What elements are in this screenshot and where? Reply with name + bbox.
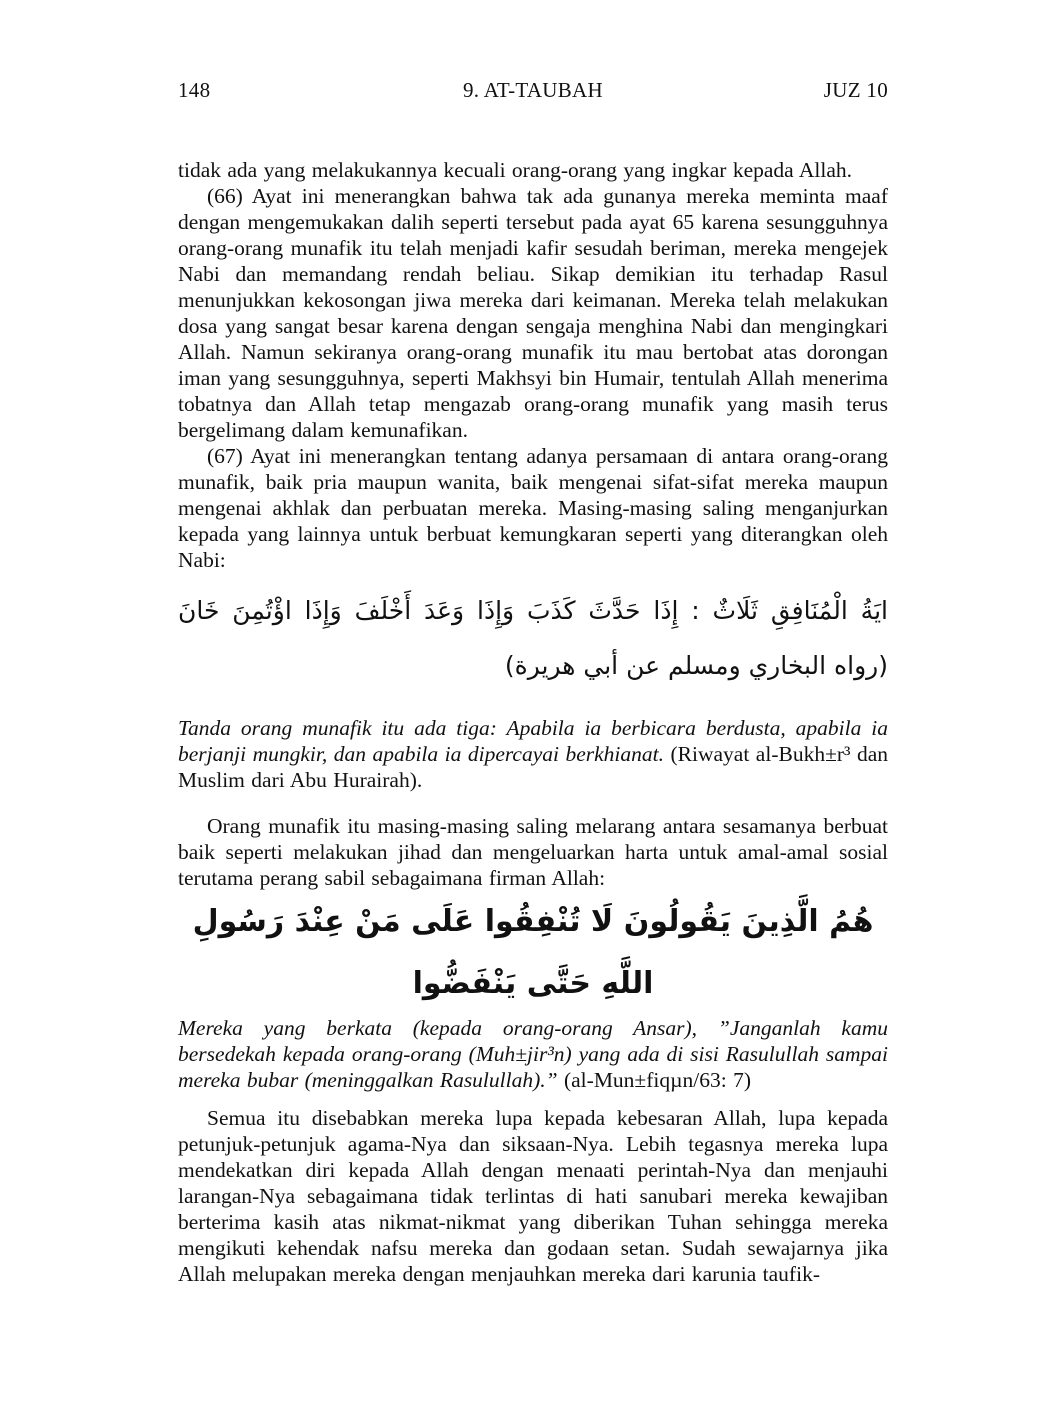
- paragraph-ayat-66: (66) Ayat ini menerangkan bahwa tak ada gunanya mereka meminta maaf dengan mengemukakan dalih seperti tersebut pada ayat 65 karena sesungguhnya orang-orang munafik itu telah menjadi kafir sesudah beriman, mereka mengejek Nabi dan memandang rendah beliau. Sikap demikian itu terhadap Rasul menunjukkan kekosongan jiwa mereka dari keimanan. Mereka telah melakukan dosa yang sangat besar karena dengan sengaja menghina Nabi dan mengingkari Allah. Namun sekiranya orang-orang munafik itu mau bertobat atas dorongan iman yang sesungguhnya, seperti Makhsyi bin Humair, tentulah Allah menerima tobatnya dan Allah tetap mengazab orang-orang munafik yang masih terus bergelimang dalam kemunafikan.: [178, 184, 888, 442]
- paragraph-orang-munafik: Orang munafik itu masing-masing saling melarang antara sesamanya berbuat baik seperti melakukan jihad dan mengeluarkan harta untuk amal-amal sosial terutama perang sabil sebagaimana firman Allah:: [178, 814, 888, 890]
- quran-verse-arabic: هُمُ الَّذِينَ يَقُولُونَ لَا تُنْفِقُوا عَلَى مَنْ عِنْدَ رَسُولِ اللَّهِ حَتَّى يَنْفَضُّوا: [192, 904, 874, 1001]
- page-number: 148: [178, 78, 211, 102]
- verse-source-reference: (al-Mun±fiqµn/63: 7): [563, 1068, 751, 1092]
- juz-label: JUZ 10: [823, 78, 888, 102]
- hadith-source-attribution: (Riwayat al-Bukh±r³ dan Muslim dari Abu Hurairah).: [178, 742, 888, 792]
- paragraph-continuation: tidak ada yang melakukannya kecuali orang-orang yang ingkar kepada Allah.: [178, 158, 853, 182]
- paragraph-semua-itu: Semua itu disebabkan mereka lupa kepada kebesaran Allah, lupa kepada petunjuk-petunjuk agama-Nya dan siksaan-Nya. Lebih tegasnya mereka lupa mendekatkan diri kepada Allah dengan menaati perintah-Nya dan menjauhi larangan-Nya sebagaimana tidak terlintas di hati sanubari mereka kewajiban berterima kasih atas nikmat-nikmat yang diberikan Tuhan sehingga mereka mengikuti kehendak nafsu mereka dan godaan setan. Sudah sewajarnya jika Allah melupakan mereka dengan menjauhkan mereka dari karunia taufik-: [178, 1106, 888, 1286]
- hadith-translation: [178, 715, 888, 793]
- verse-translation-text: Mereka yang berkata (kepada orang-orang Ansar), ”Janganlah kamu bersedekah kepada orang-orang (Muh±jir³n) yang ada di sisi Rasulullah sampai mereka bubar (meninggalkan Rasulullah).”: [178, 1016, 888, 1092]
- hadith-translation-text: Tanda orang munafik itu ada tiga: Apabila ia berbicara berdusta, apabila ia berjanji mungkir, dan apabila ia dipercayai berkhianat.: [178, 716, 888, 766]
- hadith-arabic-text: ايَةُ الْمُنَافِقِ ثَلَاثٌ : إِذَا حَدَّثَ كَذَبَ وَإِذَا وَعَدَ أَخْلَفَ وَإِذَا اؤْتُمِنَ خَانَ (رواه البخاري ومسلم عن أبي هريرة): [178, 596, 888, 680]
- paragraph-ayat-67: (67) Ayat ini menerangkan tentang adanya persamaan di antara orang-orang munafik, baik pria maupun wanita, baik mengenai sifat-sifat mereka maupun mengenai akhlak dan perbuatan mereka. Masing-masing saling menganjurkan kepada yang lainnya untuk berbuat kemungkaran seperti yang diterangkan oleh Nabi:: [178, 444, 888, 572]
- verse-translation: [178, 1015, 888, 1093]
- page-content: [178, 78, 888, 1287]
- surah-title: 9. AT-TAUBAH: [463, 78, 603, 102]
- page-header: [178, 78, 888, 102]
